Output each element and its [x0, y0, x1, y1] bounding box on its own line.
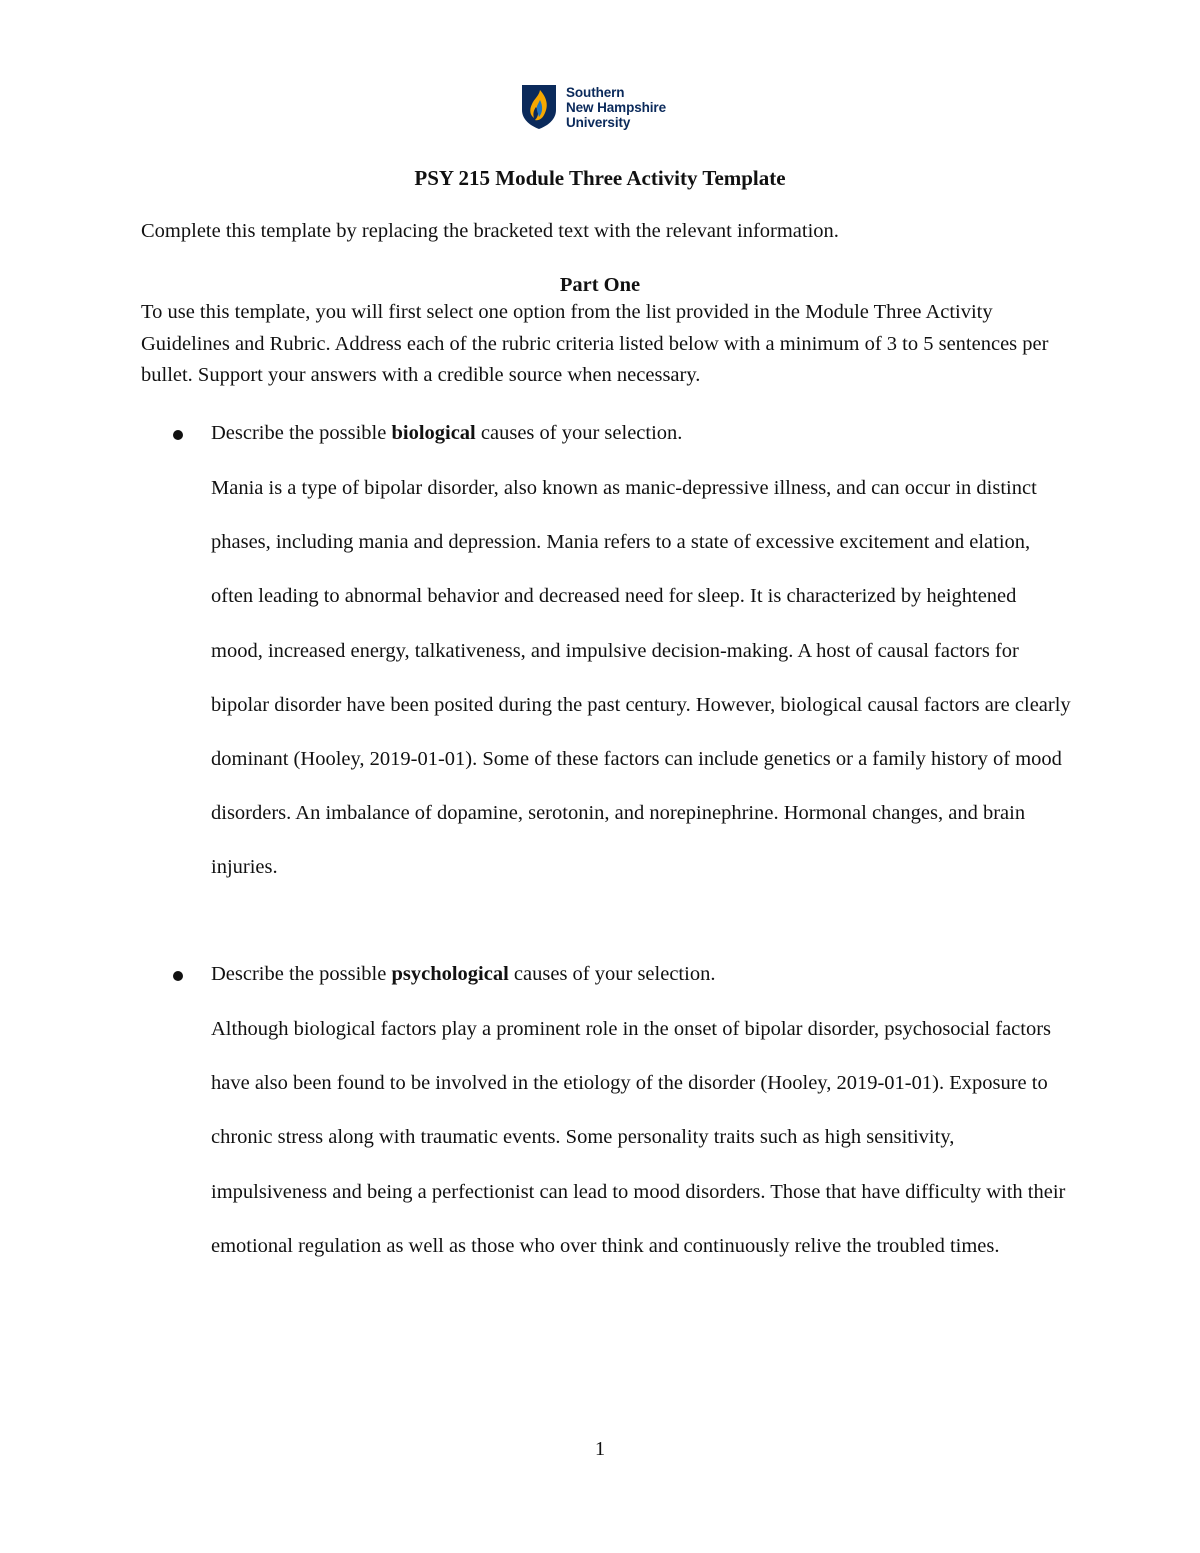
prompt-text: Describe the possible [211, 963, 392, 985]
prompt-text: causes of your selection. [475, 422, 683, 444]
logo-line-3: University [566, 115, 631, 130]
part-one-heading: Part One [559, 274, 641, 296]
biological-prompt [211, 422, 682, 445]
logo-line-2: New Hampshire [566, 100, 666, 115]
logo-wordmark [566, 85, 666, 130]
part-one-intro: To use this template, you will first select one option from the list provided in the Module Three Activity Guidelines and Rubric. Address each of the rubric criteria listed below with a minimum of 3 to 5 sentences per bullet. Support your answers with a credible source when necessary. [141, 301, 1049, 386]
prompt-emphasis: psychological [391, 963, 509, 985]
snhu-shield-flame-icon [521, 84, 557, 130]
bullet-icon [173, 430, 183, 440]
logo-line-1: Southern [566, 85, 625, 100]
document-title: PSY 215 Module Three Activity Template [414, 166, 786, 190]
biological-answer: Mania is a type of bipolar disorder, also known as manic-depressive illness, and can occur in distinct phases, including mania and depression. Mania refers to a state of excessive excitement and elation, often leading to abnormal behavior and decreased need for sleep. It is characterized by heightened mood, increased energy, talkativeness, and impulsive decision-making. A host of causal factors for bipolar disorder have been posited during the past century. However, biological causal factors are clearly dominant (Hooley, 2019-01-01). Some of these factors can include genetics or a family history of mood disorders. An imbalance of dopamine, serotonin, and norepinephrine. Hormonal changes, and brain injuries. [211, 477, 1071, 879]
page-number: 1 [594, 1438, 606, 1460]
psychological-prompt [211, 963, 715, 986]
template-instructions: Complete this template by replacing the bracketed text with the relevant information. [141, 220, 839, 242]
psychological-answer: Although biological factors play a prominent role in the onset of bipolar disorder, psychosocial factors have also been found to be involved in the etiology of the disorder (Hooley, 2019-01-01). Exposure to chronic stress along with traumatic events. Some personality traits such as high sensitivity, impulsiveness and being a perfectionist can lead to mood disorders. Those that have difficulty with their emotional regulation as well as those who over think and continuously relive the troubled times. [211, 1018, 1066, 1257]
prompt-text: causes of your selection. [508, 963, 716, 985]
prompt-emphasis: biological [391, 422, 476, 444]
prompt-text: Describe the possible [211, 422, 392, 444]
bullet-icon [173, 971, 183, 981]
university-logo [521, 84, 691, 132]
